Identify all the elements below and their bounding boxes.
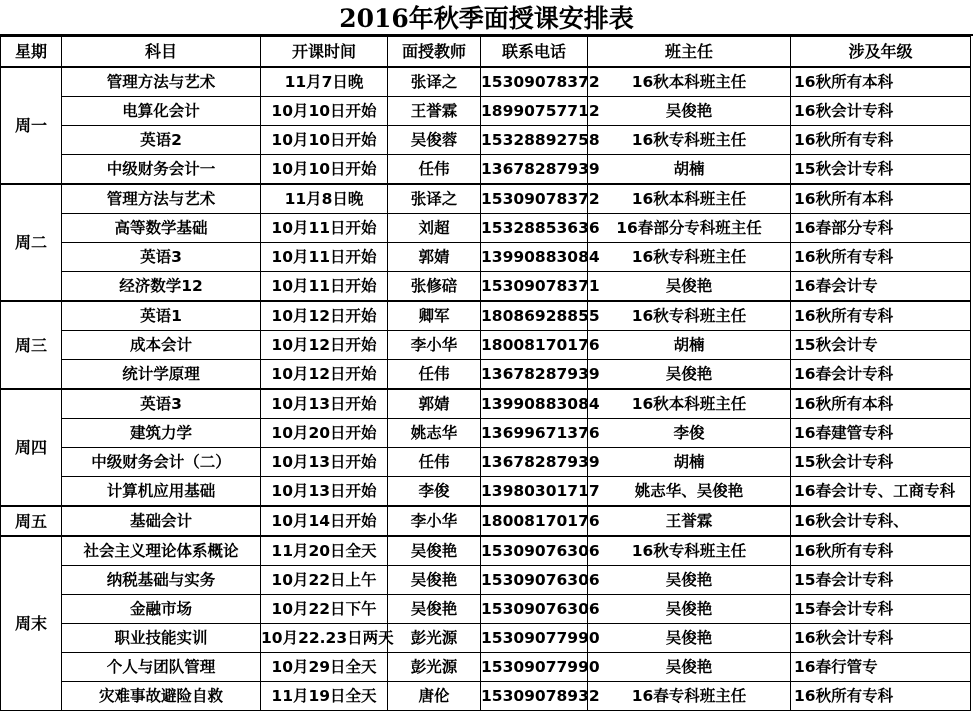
cell-grade: 15秋会计专 [791,331,971,360]
header-grade: 涉及年级 [791,37,971,68]
cell-phone: 13699671376 [481,419,588,448]
page-title: 2016年秋季面授课安排表 [0,0,973,36]
cell-class-teacher: 16秋专科班主任 [588,243,791,272]
cell-day: 周五 [1,506,62,536]
cell-phone: 15309076306 [481,595,588,624]
cell-class-teacher: 16秋本科班主任 [588,389,791,419]
cell-phone: 13990883084 [481,243,588,272]
cell-grade: 16春行管专 [791,653,971,682]
schedule-body [1,67,971,711]
cell-teacher: 彭光源 [388,624,481,653]
cell-start-time: 10月12日开始 [261,331,388,360]
cell-teacher: 李小华 [388,331,481,360]
cell-subject: 中级财务会计一 [62,155,261,185]
table-row [1,448,971,477]
cell-phone: 15309076306 [481,566,588,595]
cell-subject: 灾难事故避险自救 [62,682,261,711]
cell-teacher: 吴俊艳 [388,566,481,595]
table-row [1,184,971,214]
cell-phone: 15328853636 [481,214,588,243]
cell-start-time: 10月20日开始 [261,419,388,448]
cell-class-teacher: 姚志华、吴俊艳 [588,477,791,507]
cell-class-teacher: 吴俊艳 [588,595,791,624]
cell-phone: 15309076306 [481,536,588,566]
cell-subject: 高等数学基础 [62,214,261,243]
cell-start-time: 11月7日晚 [261,67,388,97]
cell-phone: 15309078371 [481,272,588,302]
cell-day: 周末 [1,536,62,711]
cell-teacher: 吴俊艳 [388,536,481,566]
table-row [1,419,971,448]
cell-grade: 15春会计专科 [791,595,971,624]
cell-start-time: 10月10日开始 [261,126,388,155]
table-row [1,67,971,97]
cell-phone: 15309077990 [481,624,588,653]
cell-teacher: 彭光源 [388,653,481,682]
header-phone: 联系电话 [481,37,588,68]
cell-class-teacher: 胡楠 [588,448,791,477]
cell-start-time: 11月20日全天 [261,536,388,566]
table-row [1,477,971,507]
cell-grade: 15秋会计专科 [791,448,971,477]
table-row [1,214,971,243]
cell-grade: 16春建管专科 [791,419,971,448]
cell-class-teacher: 16秋专科班主任 [588,126,791,155]
table-row [1,301,971,331]
cell-grade: 16秋会计专科、 [791,506,971,536]
cell-subject: 英语3 [62,389,261,419]
table-row [1,155,971,185]
table-row [1,331,971,360]
header-row [1,37,971,68]
cell-phone: 18086928855 [481,301,588,331]
cell-phone: 13980301717 [481,477,588,507]
table-row [1,360,971,390]
cell-phone: 15309078372 [481,67,588,97]
cell-class-teacher: 李俊 [588,419,791,448]
cell-class-teacher: 王誉霖 [588,506,791,536]
cell-class-teacher: 16春部分专科班主任 [588,214,791,243]
cell-start-time: 10月13日开始 [261,477,388,507]
cell-class-teacher: 16秋本科班主任 [588,67,791,97]
cell-subject: 基础会计 [62,506,261,536]
cell-subject: 中级财务会计（二） [62,448,261,477]
cell-class-teacher: 16秋专科班主任 [588,301,791,331]
cell-start-time: 10月13日开始 [261,389,388,419]
table-row [1,595,971,624]
table-row [1,506,971,536]
cell-start-time: 10月11日开始 [261,272,388,302]
cell-subject: 英语3 [62,243,261,272]
cell-teacher: 唐伦 [388,682,481,711]
cell-subject: 英语1 [62,301,261,331]
table-row [1,126,971,155]
cell-subject: 职业技能实训 [62,624,261,653]
cell-subject: 电算化会计 [62,97,261,126]
cell-start-time: 10月22日下午 [261,595,388,624]
table-row [1,272,971,302]
cell-start-time: 10月29日全天 [261,653,388,682]
table-row [1,653,971,682]
table-row [1,566,971,595]
cell-phone: 13990883084 [481,389,588,419]
header-class-teacher: 班主任 [588,37,791,68]
table-row [1,682,971,711]
table-row [1,243,971,272]
cell-teacher: 张译之 [388,67,481,97]
cell-phone: 13678287939 [481,448,588,477]
cell-teacher: 张译之 [388,184,481,214]
cell-teacher: 任伟 [388,155,481,185]
table-row [1,389,971,419]
cell-grade: 16秋所有专科 [791,682,971,711]
cell-class-teacher: 吴俊艳 [588,624,791,653]
cell-class-teacher: 16秋专科班主任 [588,536,791,566]
cell-phone: 15328892758 [481,126,588,155]
cell-start-time: 10月14日开始 [261,506,388,536]
cell-class-teacher: 胡楠 [588,155,791,185]
cell-teacher: 王誉霖 [388,97,481,126]
cell-subject: 英语2 [62,126,261,155]
cell-subject: 建筑力学 [62,419,261,448]
cell-subject: 管理方法与艺术 [62,184,261,214]
cell-grade: 16秋所有本科 [791,67,971,97]
cell-start-time: 10月12日开始 [261,360,388,390]
table-row [1,536,971,566]
cell-phone: 15309078372 [481,184,588,214]
cell-subject: 计算机应用基础 [62,477,261,507]
cell-phone: 18008170176 [481,331,588,360]
cell-grade: 15春会计专科 [791,566,971,595]
cell-grade: 15秋会计专科 [791,155,971,185]
cell-teacher: 任伟 [388,448,481,477]
header-start-time: 开课时间 [261,37,388,68]
cell-teacher: 张修碚 [388,272,481,302]
cell-teacher: 任伟 [388,360,481,390]
cell-start-time: 10月11日开始 [261,214,388,243]
cell-start-time: 11月19日全天 [261,682,388,711]
cell-grade: 16春会计专科 [791,360,971,390]
cell-subject: 经济数学12 [62,272,261,302]
cell-teacher: 姚志华 [388,419,481,448]
cell-start-time: 10月10日开始 [261,97,388,126]
cell-phone: 13678287939 [481,360,588,390]
cell-subject: 纳税基础与实务 [62,566,261,595]
cell-grade: 16秋所有专科 [791,301,971,331]
schedule-table [0,36,971,711]
cell-class-teacher: 吴俊艳 [588,566,791,595]
cell-class-teacher: 胡楠 [588,331,791,360]
cell-class-teacher: 吴俊艳 [588,360,791,390]
cell-day: 周三 [1,301,62,389]
cell-subject: 金融市场 [62,595,261,624]
cell-start-time: 10月12日开始 [261,301,388,331]
cell-start-time: 10月22.23日两天 [261,624,388,653]
cell-phone: 15309078932 [481,682,588,711]
cell-teacher: 卿军 [388,301,481,331]
cell-grade: 16春部分专科 [791,214,971,243]
cell-subject: 统计学原理 [62,360,261,390]
cell-grade: 16秋所有专科 [791,126,971,155]
table-row [1,624,971,653]
header-day: 星期 [1,37,62,68]
header-subject: 科目 [62,37,261,68]
cell-phone: 18990757712 [481,97,588,126]
cell-class-teacher: 吴俊艳 [588,272,791,302]
cell-class-teacher: 吴俊艳 [588,653,791,682]
cell-teacher: 郭婧 [388,243,481,272]
cell-day: 周二 [1,184,62,301]
cell-grade: 16秋所有专科 [791,243,971,272]
cell-start-time: 10月10日开始 [261,155,388,185]
cell-phone: 18008170176 [481,506,588,536]
cell-subject: 成本会计 [62,331,261,360]
cell-day: 周四 [1,389,62,506]
cell-teacher: 吴俊蓉 [388,126,481,155]
cell-teacher: 刘超 [388,214,481,243]
cell-start-time: 10月22日上午 [261,566,388,595]
cell-teacher: 李小华 [388,506,481,536]
cell-teacher: 郭婧 [388,389,481,419]
cell-grade: 16秋所有本科 [791,184,971,214]
cell-grade: 16秋会计专科 [791,97,971,126]
cell-start-time: 11月8日晚 [261,184,388,214]
table-row [1,97,971,126]
cell-grade: 16秋所有本科 [791,389,971,419]
cell-class-teacher: 吴俊艳 [588,97,791,126]
cell-grade: 16春会计专、工商专科 [791,477,971,507]
cell-grade: 16春会计专 [791,272,971,302]
header-teacher: 面授教师 [388,37,481,68]
cell-class-teacher: 16春专科班主任 [588,682,791,711]
cell-class-teacher: 16秋本科班主任 [588,184,791,214]
cell-grade: 16秋所有专科 [791,536,971,566]
cell-grade: 16秋会计专科 [791,624,971,653]
cell-subject: 管理方法与艺术 [62,67,261,97]
cell-phone: 15309077990 [481,653,588,682]
cell-subject: 社会主义理论体系概论 [62,536,261,566]
cell-start-time: 10月11日开始 [261,243,388,272]
cell-teacher: 李俊 [388,477,481,507]
cell-start-time: 10月13日开始 [261,448,388,477]
cell-subject: 个人与团队管理 [62,653,261,682]
cell-day: 周一 [1,67,62,184]
cell-teacher: 吴俊艳 [388,595,481,624]
cell-phone: 13678287939 [481,155,588,185]
